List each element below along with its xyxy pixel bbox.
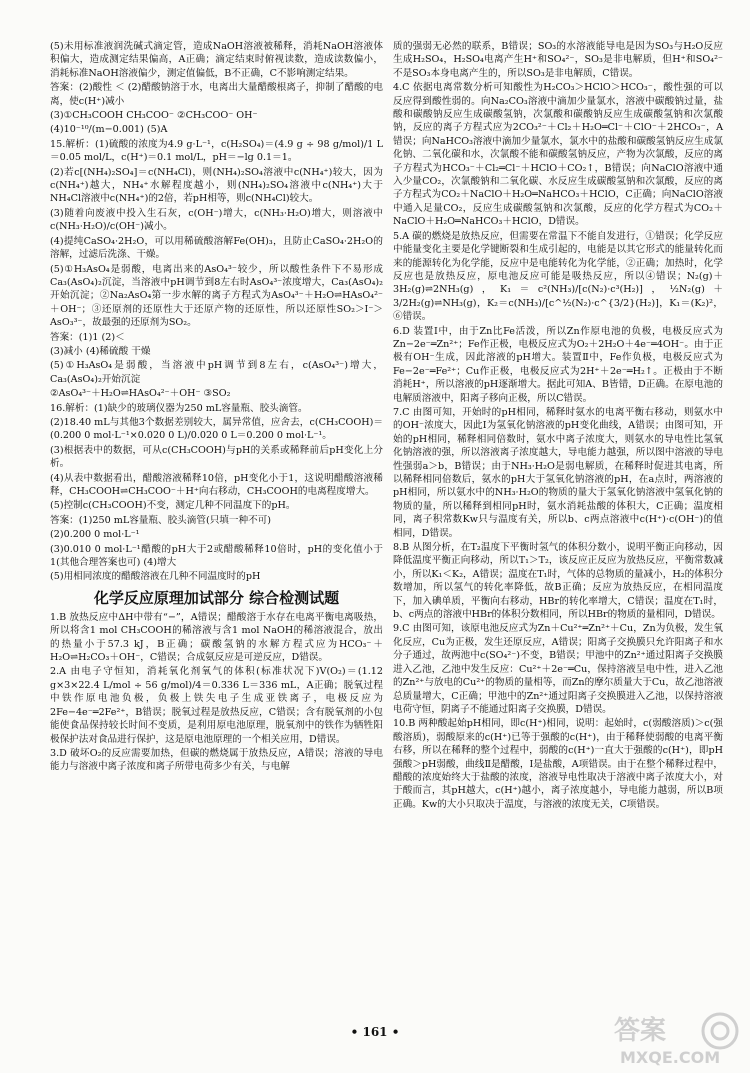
paragraph: (3)①CH₃COOH CH₃COO⁻ ②CH₃COO⁻ OH⁻ <box>50 110 258 122</box>
paragraph: 1.B 放热反应中ΔH中带有“−”，A错误；醋酸溶于水存在电离平衡电离吸热，所以将含1 mol CH₃COOH的稀溶液与含1 mol NaOH的稀溶液混合，放出的热量小于57.3 kJ，B正确；碳酸氢钠的水解方程式应为HCO₃⁻＋H₂O⇌H₂CO₃＋OH⁻，C错误；合成氨反应是可逆反应，D错误。 <box>50 611 383 664</box>
svg-text:答案: 答案 <box>614 1016 667 1046</box>
paragraph: 8.B 从图分析，在T₂温度下平衡时氢气的体积分数小，说明平衡正向移动，因降低温度平衡正向移动，所以T₁＞T₂，该反应正反应为放热反应，平衡常数减小，所以K₁＜K₂，A错误；温度在T₁时，气体的总物质的量减小，H₂的体积分数增加，所以氢气的转化率降低，故B正确；反应为放热反应，在相同温度下，加入碘单质，平衡向右移动，HBr的转化率增大，C错误；温度在T₁时，b、c两点的溶液中HBr的体积分数相同，所以HBr的物质的量相同，D错误。 <box>393 542 723 621</box>
paragraph: 3.D 破坏O₂的反应需要加热，但碳的燃烧属于放热反应，A错误；溶液的导电能力与溶液中离子浓度和离子所带电荷多少有关，与电解 <box>50 747 383 773</box>
paragraph: 16.解析：(1)缺少的玻璃仪器为250 mL容量瓶、胶头滴管。 <box>50 402 308 414</box>
paragraph: (2)18.40 mL与其他3个数据差别较大，属异常值，应舍去，c(CH₃COOH)＝(0.200 0 mol·L⁻¹×0.020 0 L)/0.020 0 L＝0.200 0 mol·L⁻¹。 <box>50 416 383 442</box>
paragraph: 答案：(1)250 mL容量瓶、胶头滴管(只填一种不可) <box>50 514 271 526</box>
paragraph: (3)随着向废液中投入生石灰，c(OH⁻)增大，c(NH₃·H₂O)增大，则溶液中c(NH₃·H₂O)/c(OH⁻)减小。 <box>50 207 383 233</box>
paragraph: (5)①H₃AsO₄是弱酸，电离出来的AsO₄³⁻较少，所以酸性条件下不易形成Ca₃(AsO₄)₂沉淀，当溶液中pH调节到8左右时AsO₄³⁻浓度增大，Ca₃(AsO₄)₂开始沉淀；②Na₂AsO₄第一步水解的离子方程式为AsO₄³⁻＋H₂O⇌HAsO₄²⁻＋OH⁻；③还原剂的还原性大于还原产物的还原性，所以还原性SO₂＞I⁻＞AsO₃³⁻，故最强的还原剂为SO₂。 <box>50 263 383 329</box>
paragraph: 质的强弱无必然的联系，B错误；SO₃的水溶液能导电是因为SO₃与H₂O反应生成H₂SO₄，H₂SO₄电离产生H⁺和SO₄²⁻，SO₃是非电解质，但H⁺和SO₄²⁻不是SO₃本身电离产生的，所以SO₃是非电解质，C错误。 <box>393 41 723 79</box>
paragraph: (4)从表中数据看出，醋酸溶液稀释10倍，pH变化小于1，这说明醋酸溶液稀释，CH₃COOH⇌CH₃COO⁻＋H⁺向右移动，CH₃COOH的电离程度增大。 <box>50 472 383 497</box>
paragraph: (5)用相同浓度的醋酸溶液在几种不同温度时的pH <box>50 571 261 583</box>
paragraph: (3)根据表中的数据，可从c(CH₃COOH)与pH的关系或稀释前后pH变化上分析。 <box>50 444 383 470</box>
paragraph: 2.A 由电子守恒知，消耗氧化剂氧气的体积(标准状况下)V(O₂)＝(1.12 g×3×22.4 L/mol ÷ 56 g/mol)/4＝0.336 L＝336 mL，A正确；脱氧过程中铁作原电池负极，负极上铁失电子生成亚铁离子，电极反应为2Fe−4e⁻═2Fe²⁺，B错误；脱氧过程是放热反应，C错误；含有脱氧剂的小包能使食品保持较长时间不变质，是利用原电池原理，脱氧剂中的铁作为牺牲阳极保护法对食品进行保护，这是原电池原理的一个相关应用，D错误。 <box>50 666 383 745</box>
paragraph: (3)减小 (4)稀硫酸 干燥 <box>50 345 151 357</box>
paragraph: (5)未用标准液润洗碱式滴定管，造成NaOH溶液被稀释，消耗NaOH溶液体积偏大，造成测定结果偏高，A正确；滴定结束时俯视读数，造成读数偏小，消耗标准NaOH溶液偏少，测定值偏低，B不正确，C不影响测定结果。 <box>50 41 383 79</box>
paragraph: 答案：(2)酸性 ＜ (2)醋酸钠溶于水，电离出大量醋酸根离子，抑制了醋酸的电离，使c(H⁺)减小 <box>50 82 383 107</box>
paragraph: 4.C 依据电离常数分析可知酸性为H₂CO₃＞HClO＞HCO₃⁻，酸性强的可以反应得到酸性弱的。向Na₂CO₃溶液中滴加少量氯水，溶液中碳酸钠过量，盐酸和碳酸钠反应生成碳酸氢钠，次氯酸和碳酸钠反应生成碳酸氢钠和次氯酸钠，反应的离子方程式应为2CO₃²⁻＋Cl₂＋H₂O═Cl⁻＋ClO⁻＋2HCO₃⁻，A错误；向NaHCO₃溶液中滴加少量氯水，氯水中的盐酸和碳酸氢钠反应生成氯化钠、二氧化碳和水，次氯酸不能和碳酸氢钠反应，产物为次氯酸，反应的离子方程式为HCO₃⁻＋Cl₂═Cl⁻＋HClO＋CO₂↑，B错误；向NaClO溶液中通入少量CO₂，次氯酸钠和二氧化碳、水反应生成碳酸氢钠和次氯酸，反应的离子方程式为CO₂＋NaClO＋H₂O═NaHCO₃＋HClO，C正确；向NaClO溶液中通入足量CO₂，反应生成碳酸氢钠和次氯酸，反应的化学方程式为CO₂＋NaClO＋H₂O═NaHCO₃＋HClO，D错误。 <box>393 82 723 228</box>
paragraph: 9.C 由图可知，该原电池反应式为Zn＋Cu²⁺═Zn²⁺＋Cu，Zn为负极，发生氧化反应，Cu为正极，发生还原反应，A错误；阳离子交换膜只允许阳离子和水分子通过，故两池中c(SO₄²⁻)不变，B错误；甲池中的Zn²⁺通过阳离子交换膜进入乙池，乙池中发生反应：Cu²⁺＋2e⁻═Cu，保持溶液呈电中性，进入乙池的Zn²⁺与放电的Cu²⁺的物质的量相等，而Zn的摩尔质量大于Cu，故乙池溶液总质量增大，C正确；甲池中的Zn²⁺通过阳离子交换膜进入乙池，以保持溶液电荷守恒，阴离子不能通过阳离子交换膜，D错误。 <box>393 623 723 715</box>
paragraph: (4)10⁻¹⁰/(m−0.001) (5)A <box>50 124 168 136</box>
right-column <box>393 40 723 812</box>
paragraph: 15.解析：(1)硫酸的浓度为4.9 g·L⁻¹，c(H₂SO₄)＝(4.9 g ÷ 98 g/mol)/1 L＝0.05 mol/L，c(H⁺)＝0.1 mol/L，pH＝−lg 0.1＝1。 <box>50 138 383 164</box>
paragraph: 7.C 由图可知，开始时的pH相同，稀释时氨水的电离平衡右移动，则氨水中的OH⁻浓度大，因此Ⅰ为氢氧化钠溶液的pH变化曲线，A错误；由图可知，开始的pH相同，稀释相同倍数时，氨水中离子浓度大，则氨水的导电性比氢氧化钠溶液的强，所以溶液离子浓度越大，导电能力越强，所以图中溶液的导电性强弱a＞b，B错误；由于NH₃·H₂O是弱电解质，在稀释时促进其电离，所以稀释相同倍数后，氨水的pH大于氢氧化钠溶液的pH，在a点时，两溶液的pH相同，所以氨水中的NH₃·H₂O的物质的量大于氢氧化钠溶液中氢氧化钠的物质的量，所以稀释到相同pH时，氨水消耗盐酸的体积大，C正确；温度相同，离子积常数Kw只与温度有关，所以b、c两点溶液中c(H⁺)·c(OH⁻)的值相同，D错误。 <box>393 406 723 539</box>
answer-site-watermark-logo <box>610 1005 740 1067</box>
left-column <box>50 40 383 775</box>
paragraph: (3)0.010 0 mol·L⁻¹醋酸的pH大于2或醋酸稀释10倍时，pH的变化值小于1(其他合理答案也可) (4)增大 <box>50 543 383 569</box>
paragraph: 5.A 碳的燃烧是放热反应，但需要在常温下不能自发进行，①错误；化学反应中能量变化主要是化学键断裂和生成引起的，电能是以其它形式的能量转化而来的能源转化为化学能，反应中是电能转化为化学能，②正确；加热时，化学反应也是放热反应，原电池反应可能是吸热反应，所以④错误；N₂(g)＋3H₂(g)⇌2NH₃(g)，K₁＝c²(NH₃)/[c(N₂)·c³(H₂)]，½N₂(g)＋3/2H₂(g)⇌NH₃(g)，K₂＝c(NH₃)/[c^½(N₂)·c^{3/2}(H₂)]，K₁＝(K₂)²，⑥错误。 <box>393 230 723 323</box>
page-number: • 161 • <box>350 1025 400 1039</box>
section-title: 化学反应原理加试部分 综合检测试题 <box>93 588 340 607</box>
svg-text:MXQE.COM: MXQE.COM <box>620 1048 721 1067</box>
paragraph: (2)0.200 0 mol·L⁻¹ <box>50 529 140 541</box>
paragraph: 答案：(1)1 (2)＜ <box>50 331 125 343</box>
paragraph: (2)若c[(NH₄)₂SO₄]＝c(NH₄Cl)，则(NH₄)₂SO₄溶液中c(NH₄⁺)较大，因为c(NH₄⁺)越大，NH₄⁺水解程度越小，则(NH₄)₂SO₄溶液中c(NH₄⁺)大于NH₄Cl溶液中c(NH₄⁺)的2倍，若pH相等，则c(NH₄Cl)较大。 <box>50 166 383 205</box>
paragraph: ②AsO₄³⁻＋H₂O⇌HAsO₄²⁻＋OH⁻ ③SO₂ <box>50 388 231 400</box>
paragraph: 10.B 两种酸起始pH相同，即c(H⁺)相同，说明：起始时，c(弱酸溶质)＞c(强酸溶质)，弱酸原来的c(H⁺)已等于强酸的c(H⁺)，由于稀释使弱酸的电离平衡右移，所以在稀释的整个过程中，弱酸的c(H⁺)一直大于强酸的c(H⁺)，即pH强酸＞pH弱酸，曲线Ⅱ是醋酸，Ⅰ是盐酸，A项错误。由于在整个稀释过程中，醋酸的浓度始终大于盐酸的浓度，溶液导电性取决于溶液中离子浓度大小，对于酸而言，其pH越大，c(H⁺)越小，离子浓度越小，导电能力越弱，所以B项正确。Kw的大小只取决于温度，与溶液的浓度无关，C项错误。 <box>393 718 723 810</box>
watermark-logo <box>610 1005 740 1067</box>
paragraph: 6.D 装置Ⅰ中，由于Zn比Fe活泼，所以Zn作原电池的负极，电极反应式为Zn−2e⁻═Zn²⁺；Fe作正极，电极反应式为O₂＋2H₂O＋4e⁻═4OH⁻。由于正极有OH⁻生成，因此溶液的pH增大。装置Ⅱ中，Fe作负极，电极反应式为Fe−2e⁻═Fe²⁺；Cu作正极，电极反应式为2H⁺＋2e⁻═H₂↑。正极由于不断消耗H⁺，所以溶液的pH逐渐增大。据此可知A、B皆错，D正确。在原电池的电解质溶液中，阳离子移向正极，所以C错误。 <box>393 325 723 404</box>
paragraph: (5)①H₃AsO₄是弱酸，当溶液中pH调节到8左右，c(AsO₄³⁻)增大，Ca₃(AsO₄)₂开始沉淀 <box>50 360 383 385</box>
paragraph: (4)提纯CaSO₄·2H₂O，可以用稀硫酸溶解Fe(OH)₃，且防止CaSO₄·2H₂O的溶解，过滤后洗涤、干燥。 <box>50 235 383 261</box>
paragraph: (5)控制c(CH₃COOH)不变，测定几种不同温度下的pH。 <box>50 500 296 512</box>
